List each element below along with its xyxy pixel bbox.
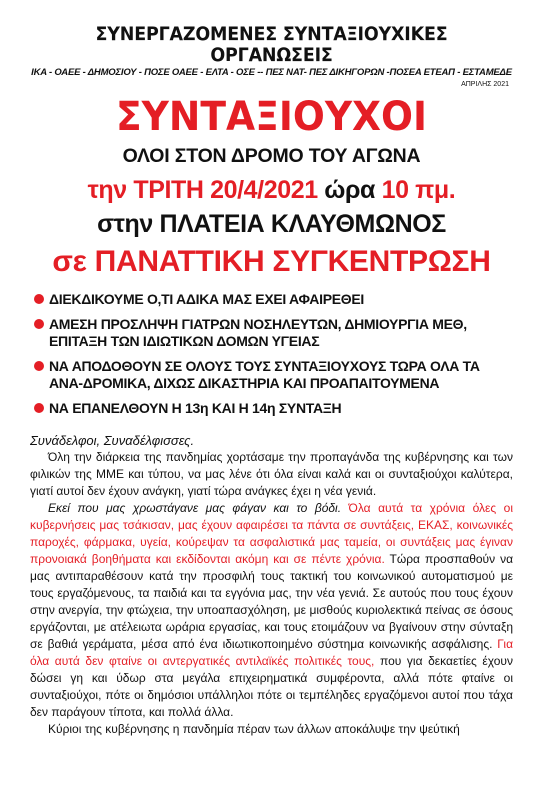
- issue-date: ΑΠΡΙΛΗΣ 2021: [461, 81, 509, 88]
- paragraph-2-italic: Εκεί που μας χρωστάγανε μας φάγαν και το βόδι.: [48, 501, 342, 515]
- paragraph-2-black: Τώρα προσπαθούν να μας αντιπαραθέσουν κατά την προσφιλή τους τακτική του κοινωνικού αυτοματισμού με τους εργαζόμενους, τα παιδιά και τα εγγόνια μας, την νέα γενιά. Σε αυτούς που τους έχουν στην ανεργία, την φτώχεια, την υποαπασχόληση, με μισθούς κυριολεκτικά πείνας σε όσους εργάζονται, με ατέλειωτα ωράρια εργασίας, και τους ετοιμάζουν να βγαίνουν στην σύνταξη σε βαθιά γεράματα, μέσα από ένα ιδιωτικοποιημένο σύστημα κοινωνικής ασφάλισης.: [30, 552, 514, 651]
- demand-text: ΝΑ ΑΠΟΔΟΘΟΥΝ ΣΕ ΟΛΟΥΣ ΤΟΥΣ ΣΥΝΤΑΞΙΟΥΧΟΥΣ ΤΩΡΑ ΟΛΑ ΤΑ ΑΝΑ-ΔΡΟΜΙΚΑ, ΔΙΧΩΣ ΔΙΚΑΣΤΗΡΙΑ ΚΑΙ ΠΡΟΑΠΑΙΤΟΥΜΕΝΑ: [49, 358, 480, 391]
- event-datetime: [30, 175, 513, 205]
- demand-text: ΑΜΕΣΗ ΠΡΟΣΛΗΨΗ ΓΙΑΤΡΩΝ ΝΟΣΗΛΕΥΤΩΝ, ΔΗΜΙΟΥΡΓΙΑ ΜΕΘ, ΕΠΙΤΑΞΗ ΤΩΝ ΙΔΙΩΤΙΚΩΝ ΔΟΜΩΝ ΥΓΕΙΑΣ: [49, 316, 467, 349]
- demand-item: [34, 400, 513, 417]
- event-place: στην ΠΛΑΤΕΙΑ ΚΛΑΥΘΜΩΝΟΣ: [97, 210, 446, 238]
- demands-list: [30, 291, 513, 417]
- paragraph-3: Κύριοι της κυβέρνησης η πανδημία πέραν των άλλων αποκάλυψε την ψεύτική: [48, 722, 460, 736]
- bullet-icon: [34, 319, 44, 329]
- bullet-icon: [34, 361, 44, 371]
- leaflet-page: [0, 24, 543, 792]
- bullet-icon: [34, 403, 44, 413]
- demand-text: ΔΙΕΚΔΙΚΟΥΜΕ Ο,ΤΙ ΑΔΙΚΑ ΜΑΣ ΕΧΕΙ ΑΦΑΙΡΕΘΕΙ: [49, 291, 364, 307]
- demand-item: [34, 291, 513, 308]
- paragraph-2: [30, 500, 513, 721]
- demand-item: [34, 316, 513, 350]
- demand-text: ΝΑ ΕΠΑΝΕΛΘΟΥΝ Η 13η ΚΑΙ Η 14η ΣΥΝΤΑΞΗ: [49, 400, 342, 416]
- organizations-list: ΙΚΑ - ΟΑΕΕ - ΔΗΜΟΣΙΟΥ - ΠΟΣΕ ΟΑΕΕ - ΕΛΤΑ - ΟΣΕ -- ΠΕΣ ΝΑΤ- ΠΕΣ ΔΙΚΗΓΟΡΩΝ -ΠΟΣΕΑ ΕΤΕΑΠ - ΕΣΤΑΜΕΔΕ: [31, 67, 512, 78]
- rally-title: σε ΠΑΝΑΤΤΙΚΗ ΣΥΓΚΕΝΤΡΩΣΗ: [52, 245, 491, 278]
- paragraph-2-red-2: Για όλα αυτά δεν φταίνε οι αντεργατικές αντιλαϊκές πολιτικές τους,: [30, 637, 514, 668]
- paragraph-2-red-1: Όλα αυτά τα χρόνια όλες οι κυβερνήσεις μας τσάκισαν, μας έχουν αφαιρέσει τα πάντα σε συντάξεις, ΕΚΑΣ, κοινωνικές παροχές, φάρμακα, υγεία, κούρεψαν τα ασφαλιστικά μας ταμεία, οι συντάξεις μας έγιναν προνοιακά βοηθήματα και εκδίδονται ακόμη και σε πέντε χρόνια.: [30, 501, 514, 566]
- event-date: την ΤΡΙΤΗ 20/4/2021: [87, 176, 318, 204]
- main-title: ΣΥΝΤΑΞΙΟΥΧΟΙ: [115, 94, 427, 140]
- organizations-title: ΣΥΝΕΡΓΑΖΟΜΕΝΕΣ ΣΥΝΤΑΞΙΟΥΧΙΚΕΣ ΟΡΓΑΝΩΣΕΙΣ: [95, 23, 448, 66]
- bullet-icon: [34, 294, 44, 304]
- event-time: 10 πμ.: [381, 176, 456, 204]
- paragraph-2-end: που για δεκαετίες έχουν δώσει γη και ύδωρ στα μεγάλα επιχειρηματικά συμφέροντα, αλλά πότε φταίνε οι συνταξιούχοι, πότε οι δημόσιοι υπάλληλοι πότε οι τεμπέληδες εργαζόμενοι αυτοί που τάχα δεν παράγουν τίποτα, και πολλά άλλα.: [30, 654, 513, 719]
- subtitle: ΟΛΟΙ ΣΤΟΝ ΔΡΟΜΟ ΤΟΥ ΑΓΩΝΑ: [122, 145, 421, 167]
- demand-item: [34, 358, 513, 392]
- greeting: Συνάδελφοι, Συναδέλφισσες.: [30, 433, 195, 448]
- paragraph-1: Όλη την διάρκεια της πανδημίας χορτάσαμε την προπαγάνδα της κυβέρνησης και των φιλικών της ΜΜΕ και τύπου, να μας λένε ότι όλα είναι καλά και οι συνταξιούχοι καλύτερα, γιατί αυτοί δεν έχουν ανάγκη, γιατί τώρα ανάγκες έχει η νέα γενιά.: [30, 450, 513, 498]
- event-time-word: ώρα: [324, 176, 376, 204]
